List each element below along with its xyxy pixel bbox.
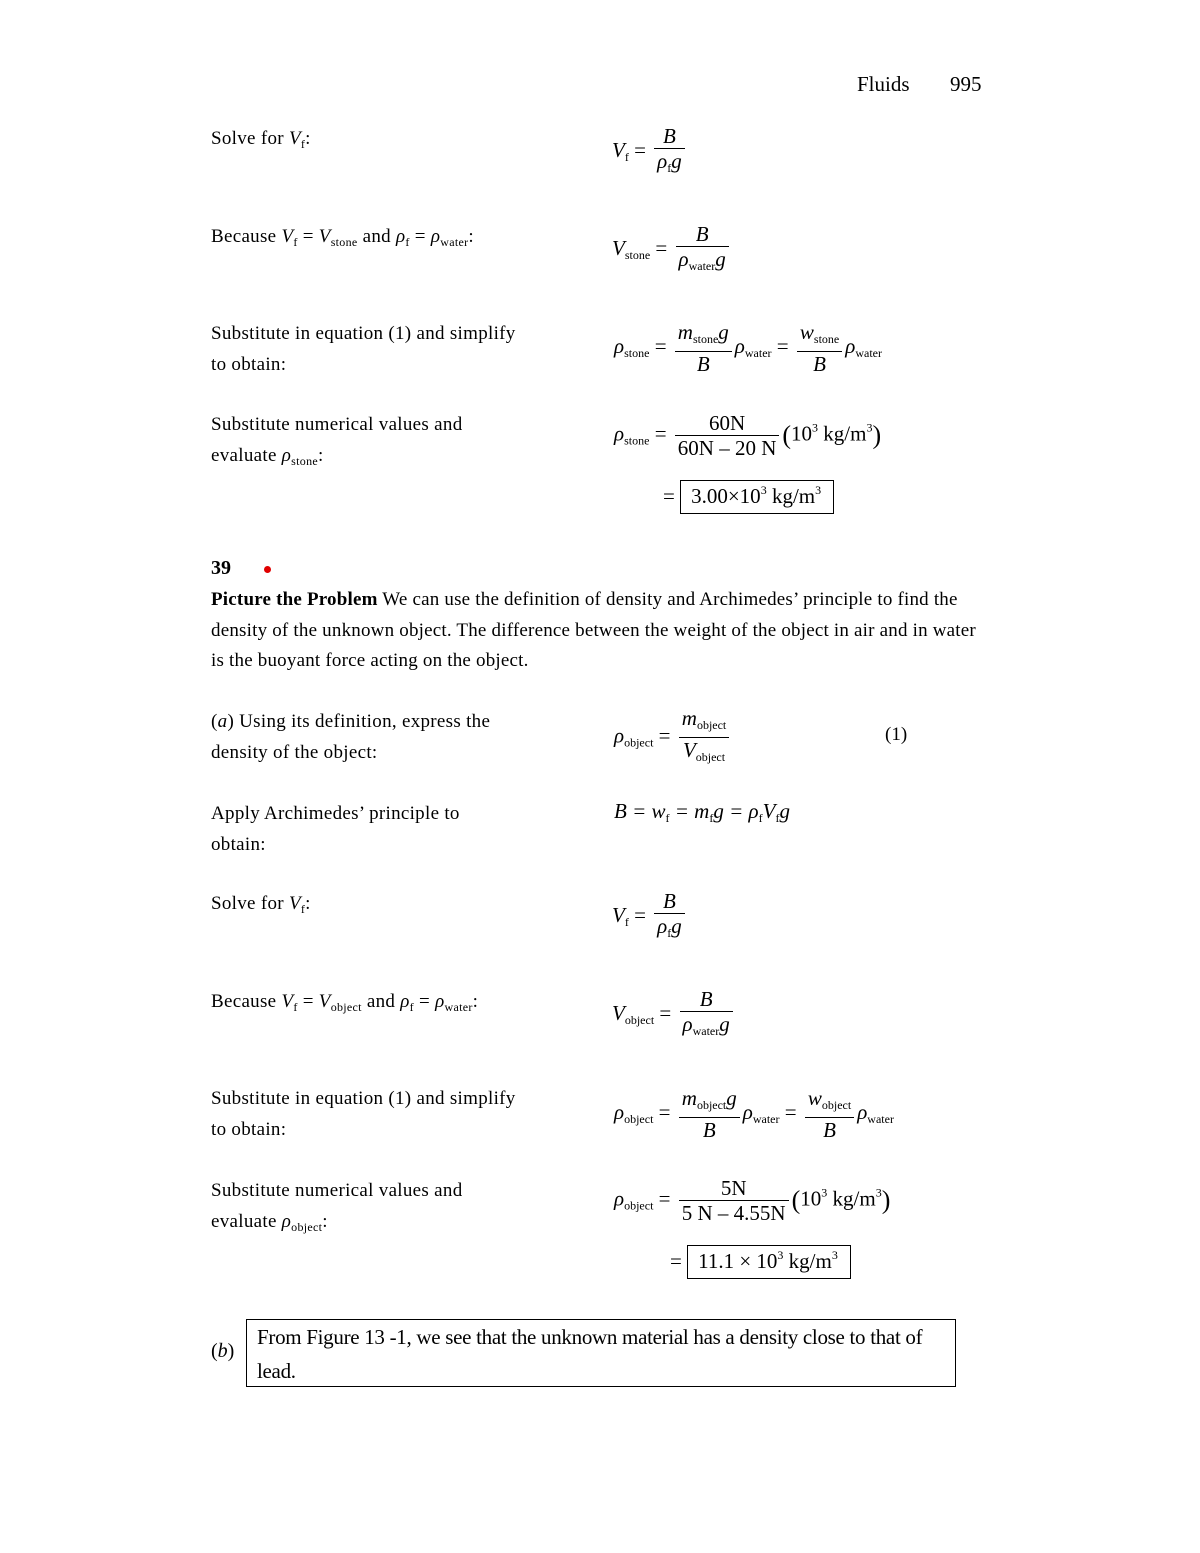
sub: stone [692, 332, 719, 346]
rho: ρ [430, 226, 441, 247]
fraction [675, 320, 732, 376]
factor: 10 [791, 421, 813, 446]
rho: ρ [657, 914, 668, 938]
denominator: 5 N – 4.55N [681, 1201, 786, 1225]
page-number: 995 [950, 72, 982, 96]
answer-box [687, 1245, 851, 1279]
step-substitute-numeric [211, 409, 531, 477]
numerator: B [699, 987, 713, 1011]
sub: f [667, 161, 672, 175]
paragraph-text: We can use the definition of density and Archimedes’ principle to find the density of the unknown object. The difference between the weight of the object in air and in water is the buoyant force acting on the object. [211, 589, 976, 671]
sub: f [293, 235, 298, 249]
value: 3.00×10 [691, 484, 761, 508]
chapter-title: Fluids [857, 72, 910, 96]
var: V [318, 991, 331, 1012]
eq-object-numeric: $\rho_{object}$ = $\frac{5N}{5 N - 4.55N}$ ($10^3$ $kg/m^3$) [614, 1176, 891, 1225]
sub: object [821, 1098, 852, 1112]
var: V [288, 128, 301, 149]
rho: ρ [281, 1211, 292, 1232]
exponent: 3 [760, 483, 767, 497]
part-label: b [217, 1340, 228, 1362]
fraction [679, 706, 730, 769]
fraction [679, 1176, 789, 1225]
sub: water [744, 345, 772, 360]
step-text: Solve for [211, 893, 289, 914]
sub: f [405, 235, 410, 249]
running-header [857, 72, 982, 97]
var: V [281, 991, 294, 1012]
eq-vstone: $V_{stone}$ = $\frac{B}{\rho_{water}g}$ [612, 222, 732, 278]
var: g [715, 247, 726, 271]
sub: f [300, 902, 306, 916]
sub: f [775, 811, 780, 825]
sub: object [696, 718, 727, 732]
rho: ρ [395, 226, 406, 247]
step-solve-vf [211, 123, 531, 160]
fraction [676, 222, 729, 278]
step-define-density: (a) Using its definition, express the density of the object: [211, 711, 491, 763]
op: = [297, 991, 319, 1012]
var: V [612, 1000, 625, 1025]
rho: ρ [614, 1186, 625, 1211]
fraction [797, 320, 842, 376]
var: m [677, 320, 693, 344]
eq-rho-object: $\rho_{object}$ = $\frac{m_{object}}{V_{object}}$ [614, 706, 732, 769]
factor: 10 [800, 1186, 822, 1211]
rho: ρ [742, 1099, 753, 1124]
answer-box [680, 480, 834, 514]
sub: object [624, 735, 654, 750]
rho: ρ [435, 991, 445, 1012]
var: w [799, 320, 814, 344]
sub: f [300, 137, 306, 151]
sub: water [444, 1000, 473, 1014]
sub: object [330, 1000, 362, 1014]
punct: : [322, 1211, 328, 1232]
step-because-object [211, 986, 591, 1023]
exponent: 3 [821, 1185, 828, 1200]
rho: ρ [614, 333, 625, 358]
result-stone-density: = $3.00\times 10^3$ $kg/m^3$ [663, 480, 834, 514]
eq-rho-stone: $\rho_{stone}$ = $\frac{m_{stone}g}{B}$ $\rho_{water}$ = $\frac{w_{stone}}{B}$ $\rho_{water}$ [614, 320, 882, 376]
sub: f [293, 1000, 298, 1014]
sub: water [692, 1024, 720, 1038]
eq-rho-object-2: $\rho_{object}$ = $\frac{m_{object}g}{B}$ $\rho_{water}$ = $\frac{w_{object}}{B}$ $\rho_{water}$ [614, 1086, 894, 1142]
expr: g [779, 799, 790, 823]
op: = [409, 226, 431, 247]
value: 11.1 × 10 [698, 1249, 778, 1273]
rho: ρ [614, 421, 625, 446]
sub: f [409, 1000, 414, 1014]
step-text: Because [211, 991, 282, 1012]
rho: ρ [400, 991, 410, 1012]
step-substitute-eq1: Substitute in equation (1) and simplify to obtain: [211, 323, 516, 375]
sub: f [624, 914, 629, 929]
sub: stone [624, 345, 650, 360]
var: m [681, 1086, 697, 1110]
unit: kg/m [766, 484, 816, 508]
sub: object [695, 750, 726, 764]
numerator: 5N [679, 1176, 789, 1201]
conj: and [361, 991, 401, 1012]
var: g [718, 320, 729, 344]
exponent: 3 [866, 420, 873, 435]
expr: V [762, 799, 776, 823]
equation-tag: (1) [885, 724, 908, 745]
sub: stone [624, 433, 650, 448]
var: m [681, 706, 697, 730]
fraction [654, 124, 685, 180]
sub: f [709, 811, 714, 825]
eq-archimedes [614, 801, 790, 824]
punct: : [305, 128, 311, 149]
rho: ρ [614, 1099, 625, 1124]
var: V [682, 738, 696, 762]
numerator: B [695, 222, 709, 246]
difficulty-bullet-icon [264, 566, 271, 573]
var: V [288, 893, 301, 914]
exponent: 3 [875, 1185, 882, 1200]
fraction [680, 987, 733, 1043]
var: B [696, 352, 710, 376]
sub: object [696, 1098, 727, 1112]
rho: ρ [657, 149, 668, 173]
var: V [612, 137, 625, 162]
rho: ρ [281, 445, 292, 466]
result-object-density: = $11.1 \times 10^3$ $kg/m^3$ [670, 1245, 851, 1279]
var: V [612, 902, 625, 927]
expr: g = ρ [713, 799, 759, 823]
step-text: Using its definition, express the density of the object: [211, 711, 491, 763]
fraction [654, 889, 685, 945]
punct: : [318, 445, 324, 466]
op: = [413, 991, 436, 1012]
var: V [612, 235, 625, 260]
var: g [671, 914, 682, 938]
sub: object [624, 1198, 654, 1213]
numerator: B [663, 124, 676, 148]
var: V [281, 226, 294, 247]
sub: stone [291, 454, 319, 468]
var: B [823, 1118, 836, 1142]
sub: object [624, 1111, 654, 1126]
step-text: Solve for [211, 128, 289, 149]
rho: ρ [682, 1012, 693, 1036]
conj: and [357, 226, 396, 247]
rho: ρ [845, 333, 856, 358]
sub: f [624, 149, 629, 164]
part-b-answer-box: From Figure 13 -1, we see that the unknown material has a density close to that of lead. [246, 1319, 956, 1387]
unit: kg/m [783, 1249, 832, 1273]
step-solve-vf-2 [211, 888, 531, 925]
op: = [297, 226, 319, 247]
var: w [807, 1086, 822, 1110]
rho: ρ [857, 1099, 868, 1124]
sub: water [440, 235, 469, 249]
expr: = m [669, 799, 710, 823]
sub: object [291, 1220, 323, 1234]
sub: water [855, 345, 882, 360]
rho: ρ [734, 333, 745, 358]
fraction [675, 411, 780, 460]
part-b-label: (b) [211, 1340, 235, 1362]
sub: water [867, 1111, 894, 1126]
sub: stone [624, 247, 651, 262]
rho: ρ [614, 723, 625, 748]
sub: stone [813, 332, 840, 346]
var: B [813, 352, 826, 376]
var: g [726, 1086, 737, 1110]
numerator: B [663, 889, 676, 913]
eq-vobject: $V_{object}$ = $\frac{B}{\rho_{water}g}$ [612, 987, 736, 1043]
sub: f [667, 926, 672, 940]
rho: ρ [678, 247, 689, 271]
sub: stone [330, 235, 358, 249]
exponent: 3 [777, 1248, 784, 1262]
sub: object [624, 1012, 655, 1027]
eq-stone-numeric: $\rho_{stone}$ = $\frac{60N}{60N - 20 N}$ ($10^3$ $kg/m^3$) [614, 411, 882, 460]
punct: : [468, 226, 474, 247]
step-substitute-numeric-2 [211, 1175, 531, 1243]
expr: B = w [614, 799, 666, 823]
exponent: 3 [815, 483, 822, 497]
unit: kg/m [827, 1186, 876, 1211]
step-archimedes: Apply Archimedes’ principle to obtain: [211, 803, 460, 855]
step-text: Substitute numerical values and evaluate [211, 414, 463, 466]
picture-the-problem [211, 585, 981, 677]
step-text: Because [211, 226, 282, 247]
fraction [679, 1086, 740, 1142]
problem-number: 39 [211, 557, 231, 579]
lead-heading: Picture the Problem [211, 589, 378, 610]
step-substitute-eq1-2: Substitute in equation (1) and simplify to obtain: [211, 1088, 516, 1140]
step-because-stone [211, 221, 571, 258]
sub: water [688, 259, 716, 273]
punct: : [472, 991, 479, 1012]
eq-vf: $V_f$ = $\frac{B}{\rho_fg}$ [612, 124, 688, 180]
unit: kg/m [818, 421, 867, 446]
numerator: 60N [675, 411, 780, 436]
denominator: 60N – 20 N [677, 436, 777, 460]
part-label: a [217, 711, 228, 732]
eq-vf-2: $V_f$ = $\frac{B}{\rho_fg}$ [612, 889, 688, 945]
step-text: Substitute numerical values and evaluate [211, 1180, 463, 1232]
punct: : [305, 893, 311, 914]
exponent: 3 [812, 420, 819, 435]
sub: water [752, 1111, 780, 1126]
fraction [805, 1086, 854, 1142]
sub: f [758, 811, 763, 825]
exponent: 3 [831, 1248, 838, 1262]
var: g [719, 1012, 730, 1036]
var: g [671, 149, 682, 173]
var: B [702, 1118, 716, 1142]
var: V [318, 226, 331, 247]
sub: f [665, 811, 670, 825]
